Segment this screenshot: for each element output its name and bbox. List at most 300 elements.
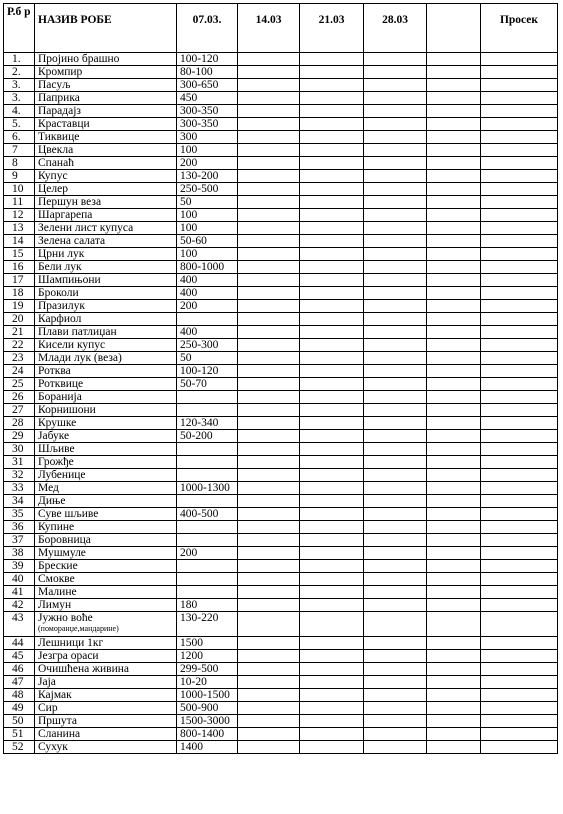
price-2103	[300, 715, 364, 728]
item-name-cell	[35, 741, 177, 754]
price-2103	[300, 469, 364, 482]
price-average	[481, 443, 558, 456]
item-name-cell	[35, 248, 177, 261]
price-average	[481, 702, 558, 715]
price-2103	[300, 92, 364, 105]
price-empty	[427, 443, 481, 456]
item-name-cell	[35, 274, 177, 287]
price-2103	[300, 248, 364, 261]
price-0703	[177, 313, 238, 326]
price-1403	[238, 144, 300, 157]
item-name: Лешници 1кг	[38, 637, 104, 649]
row-number: 11	[4, 196, 35, 209]
item-name: Карфиол	[38, 313, 82, 325]
price-average	[481, 365, 558, 378]
item-name: Плави патлиџан	[38, 326, 117, 338]
price-2103	[300, 118, 364, 131]
price-0703: 130-220	[177, 612, 238, 637]
item-name: Паприка	[38, 92, 80, 104]
price-empty	[427, 430, 481, 443]
price-empty	[427, 170, 481, 183]
price-empty	[427, 715, 481, 728]
price-average	[481, 378, 558, 391]
price-2103	[300, 573, 364, 586]
price-average	[481, 222, 558, 235]
header-row	[4, 4, 558, 53]
row-number: 36	[4, 521, 35, 534]
price-2103	[300, 196, 364, 209]
row-number: 3.	[4, 79, 35, 92]
row-number: 10	[4, 183, 35, 196]
item-name-cell	[35, 261, 177, 274]
price-2803	[364, 715, 427, 728]
price-empty	[427, 365, 481, 378]
price-2103	[300, 79, 364, 92]
table-row	[4, 663, 558, 676]
price-2803	[364, 261, 427, 274]
price-table	[3, 3, 558, 754]
price-2103	[300, 741, 364, 754]
item-name: Броколи	[38, 287, 79, 299]
table-row	[4, 157, 558, 170]
table-row	[4, 650, 558, 663]
price-average	[481, 248, 558, 261]
price-2803	[364, 79, 427, 92]
price-empty	[427, 248, 481, 261]
price-average	[481, 261, 558, 274]
item-name: Ротквице	[38, 378, 84, 390]
row-number: 13	[4, 222, 35, 235]
table-row	[4, 508, 558, 521]
row-number: 34	[4, 495, 35, 508]
price-empty	[427, 456, 481, 469]
price-average	[481, 66, 558, 79]
item-name-cell	[35, 521, 177, 534]
price-1403	[238, 586, 300, 599]
price-1403	[238, 118, 300, 131]
row-number: 44	[4, 637, 35, 650]
item-name: Мед	[38, 482, 59, 494]
price-empty	[427, 495, 481, 508]
price-0703: 100-120	[177, 53, 238, 66]
price-2103	[300, 326, 364, 339]
row-number: 3.	[4, 92, 35, 105]
price-2803	[364, 417, 427, 430]
price-0703	[177, 586, 238, 599]
item-name-cell	[35, 637, 177, 650]
item-name: Лимун	[38, 599, 72, 611]
row-number: 26	[4, 391, 35, 404]
price-2803	[364, 339, 427, 352]
table-row	[4, 339, 558, 352]
table-row	[4, 183, 558, 196]
price-empty	[427, 313, 481, 326]
price-average	[481, 183, 558, 196]
row-number: 35	[4, 508, 35, 521]
item-note: (поморанџе,мандарине)	[38, 624, 119, 633]
table-body	[4, 53, 558, 754]
price-average	[481, 689, 558, 702]
row-number: 52	[4, 741, 35, 754]
price-empty	[427, 650, 481, 663]
price-2103	[300, 53, 364, 66]
price-0703: 1500-3000	[177, 715, 238, 728]
table-row	[4, 599, 558, 612]
item-name-cell	[35, 728, 177, 741]
table-row	[4, 586, 558, 599]
row-number: 49	[4, 702, 35, 715]
price-1403	[238, 313, 300, 326]
price-2103	[300, 443, 364, 456]
price-2103	[300, 417, 364, 430]
price-average	[481, 274, 558, 287]
price-2803	[364, 521, 427, 534]
price-1403	[238, 404, 300, 417]
price-empty	[427, 534, 481, 547]
table-row	[4, 352, 558, 365]
col-header-average: Просек	[481, 4, 558, 53]
item-name: Пасуљ	[38, 79, 71, 91]
price-2103	[300, 637, 364, 650]
price-2103	[300, 378, 364, 391]
price-2803	[364, 456, 427, 469]
item-name: Суве шљиве	[38, 508, 99, 520]
price-0703	[177, 560, 238, 573]
item-name: Зелени лист купуса	[38, 222, 134, 234]
item-name-cell	[35, 417, 177, 430]
price-1403	[238, 378, 300, 391]
table-row	[4, 92, 558, 105]
row-number: 16	[4, 261, 35, 274]
price-average	[481, 612, 558, 637]
price-2803	[364, 157, 427, 170]
item-name: Диње	[38, 495, 66, 507]
price-average	[481, 105, 558, 118]
price-average	[481, 560, 558, 573]
item-name: Крушке	[38, 417, 77, 429]
price-average	[481, 339, 558, 352]
price-1403	[238, 637, 300, 650]
price-1403	[238, 235, 300, 248]
item-name-cell	[35, 92, 177, 105]
item-name: Сухук	[38, 741, 68, 753]
row-number: 46	[4, 663, 35, 676]
price-1403	[238, 702, 300, 715]
price-2803	[364, 469, 427, 482]
table-row	[4, 105, 558, 118]
item-name-cell	[35, 222, 177, 235]
item-name-cell	[35, 702, 177, 715]
price-2803	[364, 378, 427, 391]
price-empty	[427, 599, 481, 612]
item-name-cell	[35, 339, 177, 352]
item-name: Кисели купус	[38, 339, 106, 351]
row-number: 12	[4, 209, 35, 222]
price-2103	[300, 222, 364, 235]
price-1403	[238, 196, 300, 209]
item-name-cell	[35, 650, 177, 663]
table-row	[4, 287, 558, 300]
price-1403	[238, 560, 300, 573]
price-empty	[427, 131, 481, 144]
item-name-cell	[35, 482, 177, 495]
price-2803	[364, 404, 427, 417]
table-row	[4, 365, 558, 378]
item-name: Корнишони	[38, 404, 96, 416]
price-0703: 200	[177, 300, 238, 313]
price-2103	[300, 599, 364, 612]
price-0703: 300-350	[177, 118, 238, 131]
table-row	[4, 274, 558, 287]
price-empty	[427, 521, 481, 534]
price-1403	[238, 521, 300, 534]
price-0703: 1000-1300	[177, 482, 238, 495]
price-0703: 180	[177, 599, 238, 612]
price-average	[481, 482, 558, 495]
price-2103	[300, 560, 364, 573]
price-2803	[364, 728, 427, 741]
price-empty	[427, 235, 481, 248]
table-row	[4, 612, 558, 637]
price-2103	[300, 521, 364, 534]
item-name-cell	[35, 287, 177, 300]
price-empty	[427, 326, 481, 339]
price-average	[481, 235, 558, 248]
table-row	[4, 235, 558, 248]
price-empty	[427, 391, 481, 404]
item-name: Краставци	[38, 118, 90, 130]
item-name-cell	[35, 586, 177, 599]
price-2803	[364, 131, 427, 144]
table-row	[4, 495, 558, 508]
price-2803	[364, 92, 427, 105]
row-number: 43	[4, 612, 35, 637]
price-1403	[238, 715, 300, 728]
price-1403	[238, 689, 300, 702]
table-row	[4, 469, 558, 482]
price-0703: 400	[177, 326, 238, 339]
table-row	[4, 560, 558, 573]
item-name-cell	[35, 300, 177, 313]
price-2803	[364, 235, 427, 248]
price-0703: 50-200	[177, 430, 238, 443]
price-average	[481, 79, 558, 92]
price-average	[481, 144, 558, 157]
price-1403	[238, 443, 300, 456]
row-number: 41	[4, 586, 35, 599]
price-average	[481, 663, 558, 676]
table-row	[4, 261, 558, 274]
row-number: 21	[4, 326, 35, 339]
row-number: 31	[4, 456, 35, 469]
item-name: Грожђе	[38, 456, 74, 468]
price-average	[481, 209, 558, 222]
item-name-cell	[35, 53, 177, 66]
item-name: Празилук	[38, 300, 85, 312]
price-empty	[427, 378, 481, 391]
col-header-date-1: 07.03.	[177, 4, 238, 53]
row-number: 5.	[4, 118, 35, 131]
item-name-cell	[35, 391, 177, 404]
price-2803	[364, 676, 427, 689]
table-row	[4, 118, 558, 131]
price-empty	[427, 573, 481, 586]
item-name-cell	[35, 715, 177, 728]
row-number: 4.	[4, 105, 35, 118]
price-2103	[300, 287, 364, 300]
price-2803	[364, 144, 427, 157]
price-2803	[364, 612, 427, 637]
price-empty	[427, 157, 481, 170]
item-name: Сланина	[38, 728, 81, 740]
price-2803	[364, 287, 427, 300]
table-row	[4, 482, 558, 495]
price-empty	[427, 637, 481, 650]
row-number: 1.	[4, 53, 35, 66]
price-0703: 299-500	[177, 663, 238, 676]
price-1403	[238, 274, 300, 287]
price-1403	[238, 105, 300, 118]
price-2103	[300, 144, 364, 157]
price-0703: 800-1000	[177, 261, 238, 274]
price-0703: 250-300	[177, 339, 238, 352]
price-0703: 100	[177, 144, 238, 157]
price-average	[481, 53, 558, 66]
row-number: 15	[4, 248, 35, 261]
price-empty	[427, 287, 481, 300]
price-average	[481, 118, 558, 131]
price-2803	[364, 508, 427, 521]
row-number: 7	[4, 144, 35, 157]
row-number: 37	[4, 534, 35, 547]
item-name-cell	[35, 456, 177, 469]
price-empty	[427, 741, 481, 754]
item-name: Пршута	[38, 715, 77, 727]
table-row	[4, 689, 558, 702]
price-0703: 500-900	[177, 702, 238, 715]
price-empty	[427, 508, 481, 521]
item-name: Кајмак	[38, 689, 72, 701]
price-0703: 300-650	[177, 79, 238, 92]
price-average	[481, 170, 558, 183]
price-2803	[364, 482, 427, 495]
row-number: 40	[4, 573, 35, 586]
price-1403	[238, 222, 300, 235]
price-2803	[364, 599, 427, 612]
price-2803	[364, 573, 427, 586]
price-1403	[238, 170, 300, 183]
price-average	[481, 196, 558, 209]
row-number: 9	[4, 170, 35, 183]
price-average	[481, 521, 558, 534]
price-2803	[364, 365, 427, 378]
price-empty	[427, 274, 481, 287]
table-row	[4, 300, 558, 313]
price-average	[481, 287, 558, 300]
price-2803	[364, 274, 427, 287]
item-name: Јаја	[38, 676, 56, 688]
price-2103	[300, 170, 364, 183]
row-number: 18	[4, 287, 35, 300]
price-1403	[238, 209, 300, 222]
row-number: 17	[4, 274, 35, 287]
item-name-cell	[35, 443, 177, 456]
item-name: Шљиве	[38, 443, 75, 455]
price-average	[481, 417, 558, 430]
table-row	[4, 378, 558, 391]
price-average	[481, 728, 558, 741]
price-2803	[364, 702, 427, 715]
row-number: 42	[4, 599, 35, 612]
price-0703: 400	[177, 287, 238, 300]
price-2803	[364, 430, 427, 443]
price-0703: 1500	[177, 637, 238, 650]
price-0703: 300-350	[177, 105, 238, 118]
price-average	[481, 391, 558, 404]
item-name: Целер	[38, 183, 69, 195]
price-2103	[300, 66, 364, 79]
price-average	[481, 352, 558, 365]
price-average	[481, 456, 558, 469]
col-header-name: НАЗИВ РОБЕ	[35, 4, 177, 53]
price-empty	[427, 144, 481, 157]
price-2803	[364, 352, 427, 365]
item-name-cell	[35, 547, 177, 560]
item-name: Першун веза	[38, 196, 102, 208]
item-name-cell	[35, 326, 177, 339]
table-row	[4, 456, 558, 469]
price-1403	[238, 287, 300, 300]
price-average	[481, 495, 558, 508]
price-2103	[300, 365, 364, 378]
price-empty	[427, 404, 481, 417]
price-2103	[300, 274, 364, 287]
item-name: Сир	[38, 702, 58, 714]
table-row	[4, 417, 558, 430]
row-number: 6.	[4, 131, 35, 144]
price-2803	[364, 118, 427, 131]
table-row	[4, 144, 558, 157]
price-average	[481, 508, 558, 521]
row-number: 27	[4, 404, 35, 417]
price-empty	[427, 196, 481, 209]
row-number: 32	[4, 469, 35, 482]
item-name: Боранија	[38, 391, 82, 403]
item-name: Шампињони	[38, 274, 101, 286]
table-row	[4, 196, 558, 209]
table-row	[4, 222, 558, 235]
table-row	[4, 131, 558, 144]
price-empty	[427, 663, 481, 676]
price-1403	[238, 417, 300, 430]
table-row	[4, 637, 558, 650]
item-name: Језгра ораси	[38, 650, 99, 662]
item-name-cell	[35, 313, 177, 326]
table-row	[4, 404, 558, 417]
table-row	[4, 521, 558, 534]
item-name-cell	[35, 508, 177, 521]
price-0703: 120-340	[177, 417, 238, 430]
price-0703	[177, 521, 238, 534]
table-row	[4, 547, 558, 560]
item-name: Кромпир	[38, 66, 83, 78]
table-row	[4, 702, 558, 715]
price-average	[481, 534, 558, 547]
item-name-cell	[35, 235, 177, 248]
col-header-date-2: 14.03	[238, 4, 300, 53]
row-number: 23	[4, 352, 35, 365]
price-0703	[177, 404, 238, 417]
